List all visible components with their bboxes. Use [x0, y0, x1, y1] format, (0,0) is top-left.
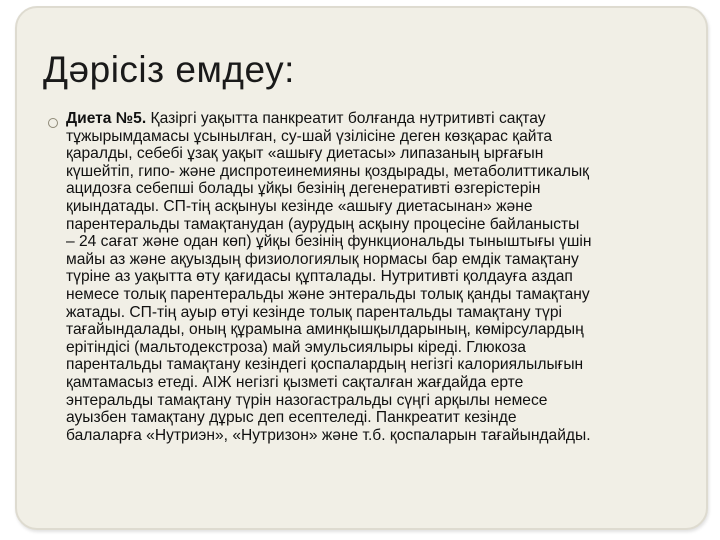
paragraph-line: парентеральды тамақтанудан (аурудың асқыну процесіне байланысты	[66, 215, 580, 233]
bullet-circle-icon	[48, 118, 58, 128]
paragraph-line: – 24 сағат және одан көп) ұйқы безінің функциональды тыныштығы үшін	[66, 233, 592, 251]
paragraph-lead-text: Қазіргі уақытта панкреатит болғанда нутритивті сақтау	[146, 110, 546, 127]
paragraph-line: ауызбен тамақтану дұрыс деп есептеледі. Панкреатит кезінде	[66, 409, 517, 427]
paragraph-line: күшейтіп, гипо- және диспротеинемияны қоздырады, метаболиттикалық	[66, 162, 589, 180]
paragraph-line: тағайындалады, оның құрамына аминқышқылдарының, көмірсулардың	[66, 321, 584, 339]
slide-title: Дәрісіз емдеу:	[43, 49, 295, 90]
paragraph-line: парентальды тамақтану кезіндегі қоспалардың негізгі калориялылығын	[66, 356, 584, 374]
paragraph-line: ацидозға себепші болады ұйқы безінің дегенеративті өзгерістерін	[66, 180, 541, 198]
paragraph-line: түріне аз уақытта өту қағидасы құпталады. Нутритивті қолдауға аздап	[66, 268, 573, 286]
paragraph-line: энтеральды тамақтану түрін назогастральды сүңгі арқылы немесе	[66, 391, 548, 409]
paragraph-line: қамтамасыз етеді. АІЖ негізгі қызметі сақталған жағдайда ерте	[66, 373, 524, 391]
diet-heading: Диета №5.	[66, 110, 147, 127]
paragraph-line: балаларға «Нутриэн», «Нутризон» және т.б. қоспаларын тағайындайды.	[66, 426, 591, 444]
paragraph-first-line	[66, 110, 702, 128]
paragraph-line: қиындатады. СП-тің асқынуы кезінде «ашығу диетасынан» және	[66, 197, 533, 215]
paragraph-line: қаралды, себебі ұзақ уақыт «ашығу диетасы» липазаның ырғағын	[66, 145, 544, 163]
paragraph-line: жатады. СП-тің ауыр өтуі кезінде толық парентальды тамақтану түрі	[66, 303, 562, 321]
paragraph-line: тұжырымдамасы ұсынылған, су-шай үзілісіне деген көзқарас қайта	[66, 127, 553, 145]
paragraph-line: немесе толық парентеральды және энтеральды толық қанды тамақтану	[66, 285, 590, 303]
bullet-paragraph	[66, 110, 702, 444]
paragraph-line: майы аз және ақуыздың физиологиялық нормасы бар емдік тамақтану	[66, 250, 579, 268]
paragraph-line: ерітіндісі (мальтодекстроза) май эмульсиялыры кіреді. Глюкоза	[66, 338, 526, 356]
